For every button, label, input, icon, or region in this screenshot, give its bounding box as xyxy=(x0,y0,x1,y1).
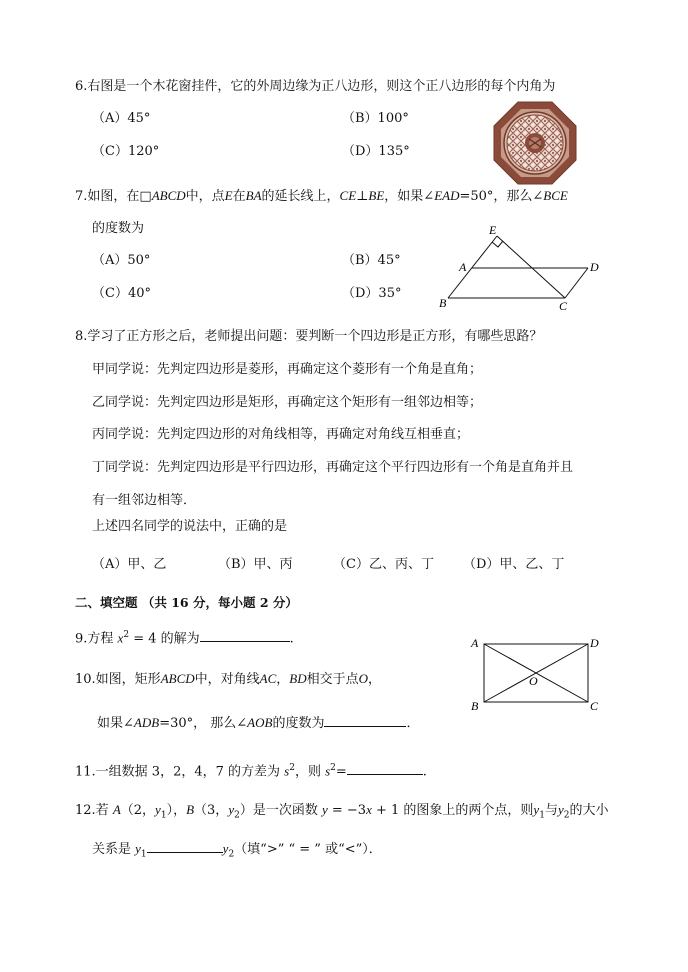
q7-parallelogram-figure xyxy=(435,222,610,312)
parallelogram-symbol: □ xyxy=(139,189,152,204)
q10-rectangle-figure xyxy=(467,633,607,715)
fig7-label-e: E xyxy=(489,223,497,237)
q8-statement-2: 乙同学说：先判定四边形是矩形，再确定这个矩形有一组邻边相等； xyxy=(92,395,483,410)
q8-statement-4-cont: 有一组邻边相等． xyxy=(92,493,197,508)
q6-option-c: （C）120° xyxy=(92,144,160,159)
octagon-window-figure xyxy=(493,101,577,185)
fig10-label-o: O xyxy=(529,674,538,688)
fig7-label-d: D xyxy=(590,260,599,274)
section2-title: 二、填空题 xyxy=(75,595,138,610)
q7-option-b: （B）45° xyxy=(342,253,401,268)
q8-statement-3: 丙同学说：先判定四边形的对角线相等，再确定对角线互相垂直； xyxy=(92,427,470,442)
q7-stem-line2: 的度数为 xyxy=(92,221,145,236)
q8-question: 上述四名同学的说法中，正确的是 xyxy=(92,519,288,534)
q9: 9.方程 $x^2 = 4$ 的解为 . xyxy=(75,630,294,647)
fig7-label-a: A xyxy=(459,260,467,274)
q8-stem: 8.学习了正方形之后，老师提出问题：要判断一个四边形是正方形，有哪些思路？ xyxy=(75,329,543,344)
q7-option-a: （A）50° xyxy=(92,253,151,268)
q12-answer-blank xyxy=(147,839,223,853)
section2-heading xyxy=(75,594,298,612)
fig7-label-c: C xyxy=(559,299,568,312)
q12-line2: 关系是 $y_1$ $y_2$（填“>” “ = ” 或“<”）． xyxy=(92,841,382,860)
fig7-label-b: B xyxy=(439,296,447,310)
q10-line1: 10.如图，矩形ABCD中，对角线AC，BD相交于点O， xyxy=(75,671,382,687)
q10-line2: 如果∠ADB=30°， 那么∠AOB的度数为 ． xyxy=(97,715,420,731)
q10-answer-blank xyxy=(324,713,406,727)
section2-note: （共 16 分，每小题 2 分） xyxy=(141,595,298,610)
q6-option-d: （D）135° xyxy=(342,144,410,159)
fig10-label-a: A xyxy=(471,636,479,650)
q8-statement-1: 甲同学说：先判定四边形是菱形，再确定这个菱形有一个角是直角； xyxy=(92,362,483,377)
q6-option-b: （B）100° xyxy=(342,111,409,126)
fig10-label-c: C xyxy=(590,699,599,713)
q7-stem: 7.如图，在□ABCD中，点E在BA的延长线上，CE⊥BE，如果∠EAD=50°，那么∠BCE xyxy=(75,188,568,204)
q7-option-d: （D）35° xyxy=(342,286,402,301)
q8-option-b: （B）甲、丙 xyxy=(218,557,293,572)
q9-answer-blank xyxy=(200,628,290,642)
q6-stem: 6.右图是一个木花窗挂件，它的外周边缘为正八边形，则这个正八边形的每个内角为 xyxy=(75,79,556,94)
q8-option-a: （A）甲、乙 xyxy=(92,557,167,572)
q6-option-a: （A）45° xyxy=(92,111,151,126)
q8-option-c: （C）乙、丙、丁 xyxy=(333,557,434,572)
q7-option-c: （C）40° xyxy=(92,286,151,301)
q8-statement-4: 丁同学说：先判定四边形是平行四边形，再确定这个平行四边形有一个角是直角并且 xyxy=(92,460,574,475)
q11-answer-blank xyxy=(347,761,423,775)
q12-line1: 12.若 A（2，$y_1$），B（3，$y_2$）是一次函数 y = −3x + 1 的图象上的两个点，则$y_1$与$y_2$的大小 xyxy=(75,802,609,821)
fig10-label-b: B xyxy=(471,699,479,713)
q8-option-d: （D）甲、乙、丁 xyxy=(463,557,565,572)
q11: 11.一组数据 3，2，4，7 的方差为 $s^2$，则 $s^2=$ . xyxy=(75,763,427,780)
fig10-label-d: D xyxy=(590,636,599,650)
